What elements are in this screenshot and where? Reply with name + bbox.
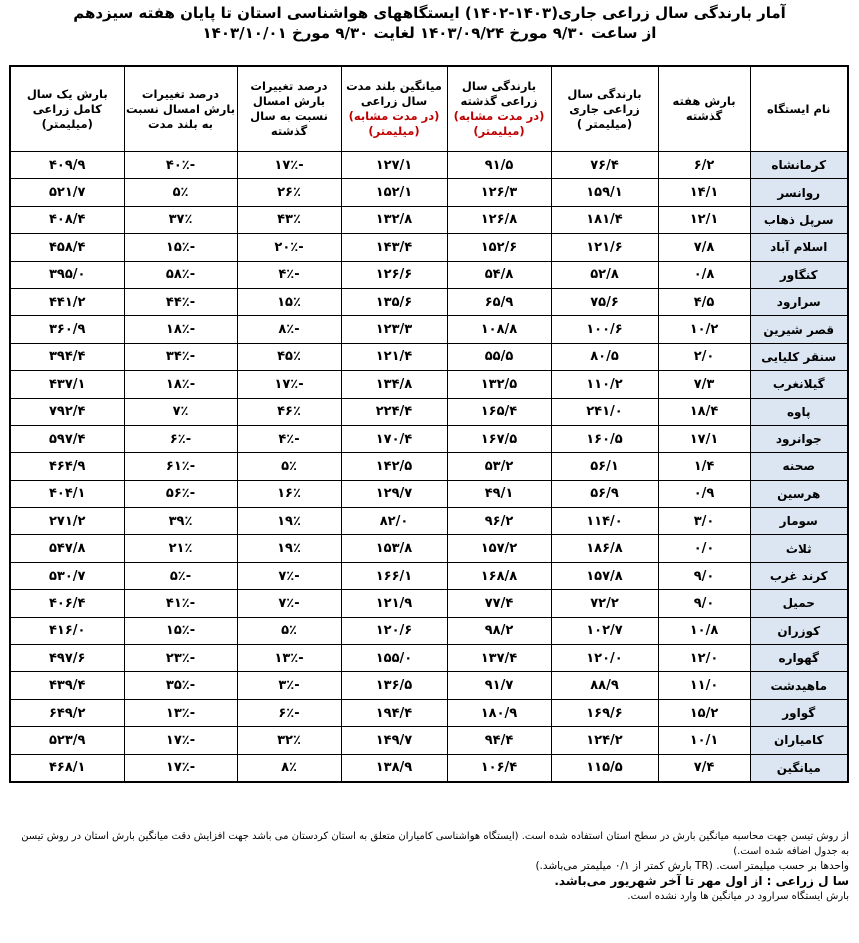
- header-weekly: بارش هفته گذشته: [658, 66, 750, 152]
- cell-long: ۱۳۶/۵: [341, 672, 447, 699]
- cell-pct-last: -۸٪: [237, 316, 341, 343]
- cell-full: ۴۳۷/۱: [10, 371, 124, 398]
- cell-current: ۱۸۶/۸: [551, 535, 658, 562]
- table-row: [10, 453, 848, 480]
- cell-pct-last: ۱۵٪: [237, 288, 341, 315]
- cell-weekly: ۱۷/۱: [658, 425, 750, 452]
- cell-station: اسلام آباد: [750, 234, 848, 261]
- cell-long: ۱۲۳/۳: [341, 316, 447, 343]
- table-row: [10, 535, 848, 562]
- cell-last: ۱۳۷/۴: [447, 645, 551, 672]
- cell-station: کامیاران: [750, 727, 848, 754]
- cell-current: ۱۲۰/۰: [551, 645, 658, 672]
- cell-station: جوانرود: [750, 425, 848, 452]
- cell-long: ۱۲۱/۹: [341, 590, 447, 617]
- footnotes: [10, 829, 849, 904]
- table-row: [10, 261, 848, 288]
- table-row: [10, 754, 848, 782]
- cell-current: ۱۰۰/۶: [551, 316, 658, 343]
- cell-pct-last: ۲۶٪: [237, 179, 341, 206]
- cell-pct-last: -۷٪: [237, 562, 341, 589]
- cell-last: ۱۶۵/۴: [447, 398, 551, 425]
- cell-station: سرپل ذهاب: [750, 206, 848, 233]
- cell-pct-last: ۵٪: [237, 453, 341, 480]
- cell-station: پاوه: [750, 398, 848, 425]
- cell-long: ۱۳۸/۹: [341, 754, 447, 782]
- cell-long: ۱۵۲/۱: [341, 179, 447, 206]
- cell-pct-long: -۱۵٪: [124, 617, 237, 644]
- cell-pct-last: -۲۰٪: [237, 234, 341, 261]
- cell-full: ۵۲۱/۷: [10, 179, 124, 206]
- cell-current: ۸۸/۹: [551, 672, 658, 699]
- header-current: بارندگی سال زراعی جاری (میلیمتر ): [551, 66, 658, 152]
- cell-full: ۴۰۶/۴: [10, 590, 124, 617]
- cell-weekly: ۳/۰: [658, 508, 750, 535]
- cell-weekly: ۷/۸: [658, 234, 750, 261]
- table-row: [10, 425, 848, 452]
- cell-full: ۷۹۲/۴: [10, 398, 124, 425]
- cell-current: ۸۰/۵: [551, 343, 658, 370]
- cell-pct-long: -۳۴٪: [124, 343, 237, 370]
- cell-current: ۷۶/۴: [551, 152, 658, 179]
- cell-pct-last: ۴۳٪: [237, 206, 341, 233]
- cell-weekly: ۱/۴: [658, 453, 750, 480]
- cell-weekly: ۴/۵: [658, 288, 750, 315]
- cell-weekly: ۱۸/۴: [658, 398, 750, 425]
- cell-long: ۱۴۹/۷: [341, 727, 447, 754]
- cell-pct-last: -۳٪: [237, 672, 341, 699]
- cell-weekly: ۰/۹: [658, 480, 750, 507]
- cell-weekly: ۷/۴: [658, 754, 750, 782]
- cell-long: ۱۵۳/۸: [341, 535, 447, 562]
- cell-full: ۳۹۴/۴: [10, 343, 124, 370]
- cell-full: ۴۳۹/۴: [10, 672, 124, 699]
- cell-pct-long: -۴۱٪: [124, 590, 237, 617]
- cell-current: ۱۱۴/۰: [551, 508, 658, 535]
- cell-full: ۴۴۱/۲: [10, 288, 124, 315]
- rainfall-table: [9, 65, 849, 783]
- cell-full: ۴۱۶/۰: [10, 617, 124, 644]
- cell-pct-long: -۶٪: [124, 425, 237, 452]
- table-row: [10, 234, 848, 261]
- cell-station: گیلانغرب: [750, 371, 848, 398]
- table-header-row: [10, 66, 848, 152]
- cell-last: ۱۵۲/۶: [447, 234, 551, 261]
- cell-long: ۱۴۳/۴: [341, 234, 447, 261]
- cell-full: ۳۹۵/۰: [10, 261, 124, 288]
- cell-pct-last: -۶٪: [237, 699, 341, 726]
- cell-full: ۴۶۴/۹: [10, 453, 124, 480]
- cell-long: ۱۹۴/۴: [341, 699, 447, 726]
- cell-pct-long: -۴۰٪: [124, 152, 237, 179]
- header-longterm-note: (در مدت مشابه) (میلیمتر): [348, 109, 440, 138]
- cell-station: کوزران: [750, 617, 848, 644]
- header-station: نام ایستگاه: [750, 66, 848, 152]
- document-title: آمار بارندگی سال زراعی جاری(۱۴۰۳-۱۴۰۲) ایستگاههای هواشناسی استان تا پایان هفته سیزدهم: [73, 4, 786, 22]
- cell-pct-long: -۵۶٪: [124, 480, 237, 507]
- cell-pct-long: -۱۳٪: [124, 699, 237, 726]
- cell-last: ۵۳/۲: [447, 453, 551, 480]
- cell-long: ۱۳۵/۶: [341, 288, 447, 315]
- table-row: [10, 699, 848, 726]
- cell-long: ۱۳۴/۸: [341, 371, 447, 398]
- cell-current: ۱۱۵/۵: [551, 754, 658, 782]
- cell-last: ۵۵/۵: [447, 343, 551, 370]
- cell-current: ۱۵۷/۸: [551, 562, 658, 589]
- table-row: [10, 152, 848, 179]
- cell-pct-last: ۳۲٪: [237, 727, 341, 754]
- cell-full: ۴۰۹/۹: [10, 152, 124, 179]
- cell-pct-long: ۳۹٪: [124, 508, 237, 535]
- cell-long: ۱۲۶/۶: [341, 261, 447, 288]
- cell-long: ۸۲/۰: [341, 508, 447, 535]
- footnote-units: واحدها بر حسب میلیمتر است. (TR بارش کمتر از ۰/۱ میلیمتر می‌باشد.): [535, 860, 849, 872]
- header-full-year: بارش یک سال کامل زراعی (میلیمتر): [10, 66, 124, 152]
- cell-last: ۱۰۸/۸: [447, 316, 551, 343]
- cell-weekly: ۱۰/۲: [658, 316, 750, 343]
- cell-pct-last: ۱۹٪: [237, 508, 341, 535]
- cell-station: هرسین: [750, 480, 848, 507]
- cell-pct-long: -۱۸٪: [124, 316, 237, 343]
- cell-last: ۱۳۲/۵: [447, 371, 551, 398]
- cell-long: ۱۲۷/۱: [341, 152, 447, 179]
- cell-full: ۶۴۹/۲: [10, 699, 124, 726]
- cell-long: ۲۲۴/۴: [341, 398, 447, 425]
- cell-station: صحنه: [750, 453, 848, 480]
- table-row: [10, 480, 848, 507]
- cell-current: ۱۶۰/۵: [551, 425, 658, 452]
- header-pct-last: درصد تغییرات بارش امسال نسبت به سال گذشته: [237, 66, 341, 152]
- table-row: [10, 617, 848, 644]
- cell-current: ۱۸۱/۴: [551, 206, 658, 233]
- cell-pct-last: -۴٪: [237, 425, 341, 452]
- header-pct-long: درصد تغییرات بارش امسال نسبت به بلند مدت: [124, 66, 237, 152]
- cell-full: ۴۵۸/۴: [10, 234, 124, 261]
- cell-weekly: ۱۲/۱: [658, 206, 750, 233]
- cell-long: ۱۲۱/۴: [341, 343, 447, 370]
- cell-station: حمیل: [750, 590, 848, 617]
- cell-last: ۴۹/۱: [447, 480, 551, 507]
- cell-pct-last: ۸٪: [237, 754, 341, 782]
- cell-full: ۵۹۷/۴: [10, 425, 124, 452]
- cell-last: ۹۶/۲: [447, 508, 551, 535]
- cell-weekly: ۱۰/۸: [658, 617, 750, 644]
- cell-pct-last: ۱۹٪: [237, 535, 341, 562]
- cell-current: ۷۵/۶: [551, 288, 658, 315]
- table-body: [10, 152, 848, 782]
- cell-pct-last: ۱۶٪: [237, 480, 341, 507]
- cell-full: ۴۰۸/۴: [10, 206, 124, 233]
- header-longterm: میانگین بلند مدت سال زراعی (در مدت مشابه) (میلیمتر): [341, 66, 447, 152]
- cell-last: ۱۲۶/۳: [447, 179, 551, 206]
- cell-pct-long: -۱۷٪: [124, 754, 237, 782]
- cell-last: ۶۵/۹: [447, 288, 551, 315]
- cell-long: ۱۶۶/۱: [341, 562, 447, 589]
- cell-current: ۱۵۹/۱: [551, 179, 658, 206]
- table-row: [10, 206, 848, 233]
- cell-station: گواور: [750, 699, 848, 726]
- cell-last: ۱۲۶/۸: [447, 206, 551, 233]
- cell-station: گهواره: [750, 645, 848, 672]
- table-row: [10, 398, 848, 425]
- table-row: [10, 371, 848, 398]
- cell-pct-long: -۵۸٪: [124, 261, 237, 288]
- cell-current: ۵۲/۸: [551, 261, 658, 288]
- table-row: [10, 508, 848, 535]
- cell-station: سومار: [750, 508, 848, 535]
- cell-pct-long: -۱۸٪: [124, 371, 237, 398]
- cell-station: کرمانشاه: [750, 152, 848, 179]
- cell-current: ۷۲/۲: [551, 590, 658, 617]
- cell-pct-last: -۱۷٪: [237, 152, 341, 179]
- cell-weekly: ۱۴/۱: [658, 179, 750, 206]
- cell-pct-long: -۶۱٪: [124, 453, 237, 480]
- cell-last: ۱۶۸/۸: [447, 562, 551, 589]
- cell-pct-last: -۴٪: [237, 261, 341, 288]
- table-row: [10, 672, 848, 699]
- cell-last: ۵۴/۸: [447, 261, 551, 288]
- table-row: [10, 343, 848, 370]
- cell-weekly: ۰/۰: [658, 535, 750, 562]
- cell-pct-long: -۲۳٪: [124, 645, 237, 672]
- cell-full: ۵۴۷/۸: [10, 535, 124, 562]
- cell-weekly: ۱۰/۱: [658, 727, 750, 754]
- table-row: [10, 590, 848, 617]
- cell-current: ۵۶/۱: [551, 453, 658, 480]
- cell-weekly: ۹/۰: [658, 590, 750, 617]
- cell-weekly: ۰/۸: [658, 261, 750, 288]
- cell-current: ۱۲۴/۲: [551, 727, 658, 754]
- footnote-crop-year: سا ل زراعی : از اول مهر تا آخر شهریور می‌باشد.: [554, 874, 849, 888]
- header-last-year: بارندگی سال زراعی گذشته (در مدت مشابه) (میلیمتر): [447, 66, 551, 152]
- cell-weekly: ۱۵/۲: [658, 699, 750, 726]
- table-row: [10, 562, 848, 589]
- cell-pct-long: ۷٪: [124, 398, 237, 425]
- cell-pct-last: ۴۶٪: [237, 398, 341, 425]
- cell-long: ۱۴۲/۵: [341, 453, 447, 480]
- cell-last: ۱۶۷/۵: [447, 425, 551, 452]
- cell-last: ۹۴/۴: [447, 727, 551, 754]
- cell-pct-last: ۴۵٪: [237, 343, 341, 370]
- header-last-year-note: (در مدت مشابه) (میلیمتر): [453, 109, 545, 138]
- footnote-sararud: بارش ایستگاه سرارود در میانگین ها وارد نشده است.: [627, 891, 849, 902]
- cell-station: میانگین: [750, 754, 848, 782]
- cell-full: ۳۶۰/۹: [10, 316, 124, 343]
- cell-current: ۱۱۰/۲: [551, 371, 658, 398]
- document-date-range: از ساعت ۹/۳۰ مورخ ۱۴۰۳/۰۹/۲۴ لغایت ۹/۳۰ مورخ ۱۴۰۳/۱۰/۰۱: [202, 24, 657, 42]
- cell-last: ۱۵۷/۲: [447, 535, 551, 562]
- cell-station: سرارود: [750, 288, 848, 315]
- cell-current: ۱۰۲/۷: [551, 617, 658, 644]
- cell-weekly: ۲/۰: [658, 343, 750, 370]
- cell-pct-long: ۲۱٪: [124, 535, 237, 562]
- cell-pct-long: ۳۷٪: [124, 206, 237, 233]
- cell-current: ۲۴۱/۰: [551, 398, 658, 425]
- cell-weekly: ۶/۲: [658, 152, 750, 179]
- cell-pct-long: -۱۵٪: [124, 234, 237, 261]
- cell-pct-last: -۱۷٪: [237, 371, 341, 398]
- cell-current: ۵۶/۹: [551, 480, 658, 507]
- cell-long: ۱۲۹/۷: [341, 480, 447, 507]
- cell-full: ۵۲۳/۹: [10, 727, 124, 754]
- rainfall-table-container: [11, 65, 849, 783]
- cell-pct-long: -۵٪: [124, 562, 237, 589]
- cell-pct-long: -۱۷٪: [124, 727, 237, 754]
- cell-long: ۱۷۰/۴: [341, 425, 447, 452]
- cell-pct-last: -۷٪: [237, 590, 341, 617]
- cell-current: ۱۶۹/۶: [551, 699, 658, 726]
- cell-last: ۷۷/۴: [447, 590, 551, 617]
- table-row: [10, 645, 848, 672]
- cell-pct-long: ۵٪: [124, 179, 237, 206]
- cell-weekly: ۱۲/۰: [658, 645, 750, 672]
- cell-full: ۴۹۷/۶: [10, 645, 124, 672]
- cell-pct-last: -۱۳٪: [237, 645, 341, 672]
- table-row: [10, 288, 848, 315]
- table-row: [10, 179, 848, 206]
- cell-weekly: ۹/۰: [658, 562, 750, 589]
- cell-last: ۹۱/۵: [447, 152, 551, 179]
- cell-station: سنقر کلیایی: [750, 343, 848, 370]
- cell-station: قصر شیرین: [750, 316, 848, 343]
- cell-station: کرند غرب: [750, 562, 848, 589]
- cell-last: ۱۸۰/۹: [447, 699, 551, 726]
- cell-station: کنگاور: [750, 261, 848, 288]
- cell-station: ثلاث: [750, 535, 848, 562]
- cell-full: ۴۶۸/۱: [10, 754, 124, 782]
- table-row: [10, 727, 848, 754]
- cell-weekly: ۱۱/۰: [658, 672, 750, 699]
- cell-full: ۴۰۴/۱: [10, 480, 124, 507]
- cell-station: ماهیدشت: [750, 672, 848, 699]
- cell-last: ۹۸/۲: [447, 617, 551, 644]
- cell-current: ۱۲۱/۶: [551, 234, 658, 261]
- footnote-thiessen: از روش تیسن جهت محاسبه میانگین بارش در سطح استان استفاده شده است. (ایستگاه هواشناسی کامیاران متعلق به استان کردستان می باشد جهت افزایش دقت میانگین بارش استان در روش تیسن به جدول اضافه شده است.): [21, 831, 849, 857]
- cell-long: ۱۵۵/۰: [341, 645, 447, 672]
- table-row: [10, 316, 848, 343]
- cell-pct-long: -۳۵٪: [124, 672, 237, 699]
- cell-last: ۱۰۶/۴: [447, 754, 551, 782]
- cell-weekly: ۷/۳: [658, 371, 750, 398]
- cell-pct-last: ۵٪: [237, 617, 341, 644]
- cell-last: ۹۱/۷: [447, 672, 551, 699]
- cell-long: ۱۲۰/۶: [341, 617, 447, 644]
- cell-long: ۱۳۲/۸: [341, 206, 447, 233]
- cell-full: ۵۳۰/۷: [10, 562, 124, 589]
- cell-pct-long: -۴۴٪: [124, 288, 237, 315]
- cell-full: ۲۷۱/۲: [10, 508, 124, 535]
- cell-station: روانسر: [750, 179, 848, 206]
